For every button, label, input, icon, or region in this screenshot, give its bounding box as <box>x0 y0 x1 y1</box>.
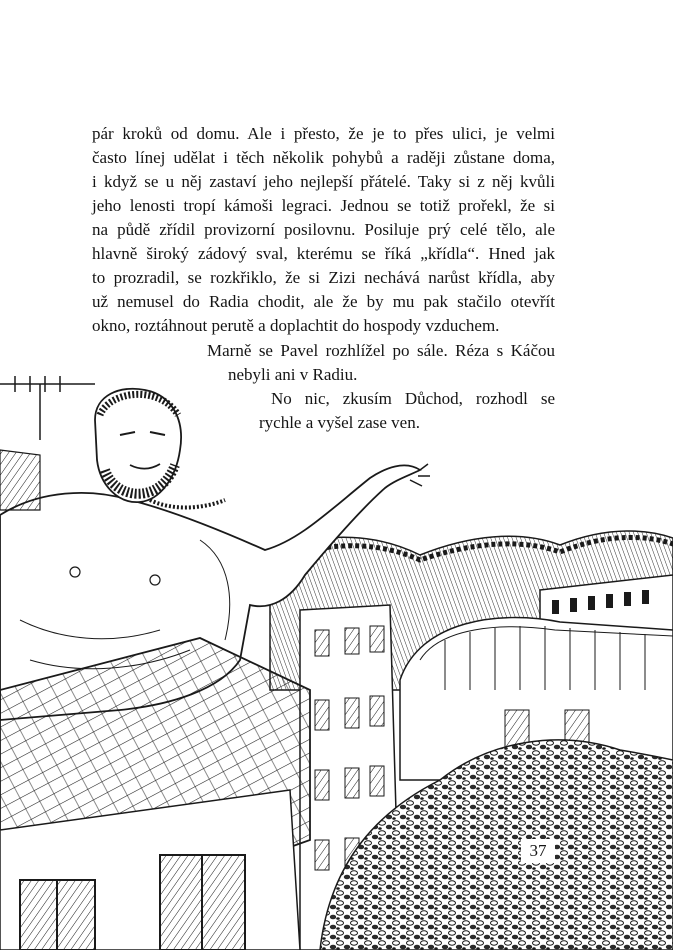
text-line: nebyli ani v Radiu. <box>228 365 358 384</box>
text-line: jeho lenosti tropí kámoši legraci. Jednou se totiž prořekl, že si <box>92 196 555 215</box>
text-line: No nic, zkusím Důchod, rozhodl se <box>271 389 555 408</box>
text-line: už nemusel do Radia chodit, ale že by mu pak stačilo otevřít <box>92 292 555 311</box>
page-number: 37 <box>521 839 555 863</box>
text-line: to prozradil, se rozkřiklo, že si Zizi nechává narůst křídla, aby <box>92 268 555 287</box>
ink-drawing-giant-over-rooftops <box>0 360 673 950</box>
text-line: rychle a vyšel zase ven. <box>259 413 420 432</box>
main-paragraph <box>92 122 555 338</box>
text-line: hlavně široký zádový sval, kterému se říká „křídla“. Hned jak <box>92 244 555 263</box>
text-line: okno, roztáhnout perutě a doplachtit do hospody vzduchem. <box>92 316 500 335</box>
text-line: často línej udělat i těch několik pohybů a raději zůstane doma, <box>92 148 555 167</box>
text-line: pár kroků od domu. Ale i přesto, že je to přes ulici, je velmi <box>92 124 555 143</box>
text-line: Marně se Pavel rozhlížel po sále. Réza s Káčou <box>207 341 555 360</box>
text-line: na půdě zřídil provizorní posilovnu. Posiluje prý celé tělo, ale <box>92 220 555 239</box>
text-line: i když se u něj zastaví jeho nejlepší přátelé. Taky si z něj kvůli <box>92 172 555 191</box>
